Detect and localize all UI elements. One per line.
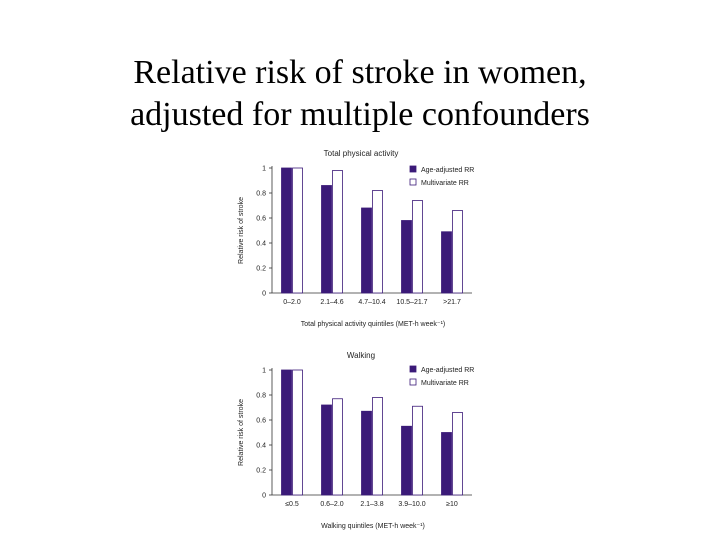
chart-1-ytick-label: 0.8 (256, 392, 266, 400)
chart-0-ytick-label: 0.6 (256, 215, 266, 223)
chart-1-category-label: ≥10 (446, 501, 458, 508)
chart-0-bar-multivariate (413, 201, 423, 294)
chart-1-bar-age-adjusted (282, 370, 292, 495)
slide-title-line-2: adjusted for multiple confounders (130, 96, 590, 133)
chart-1-category-label: 0.6–2.0 (320, 501, 344, 508)
chart-1-legend-label: Age-adjusted RR (421, 367, 475, 374)
chart-0-ytick-label: 0.8 (256, 190, 266, 198)
chart-0-category-label: 10.5–21.7 (396, 299, 428, 306)
chart-1-bar-multivariate (453, 413, 463, 496)
chart-1-ytick-label: 0.2 (256, 467, 266, 475)
chart-0-bar-age-adjusted (362, 208, 372, 293)
chart-0-legend-label: Age-adjusted RR (421, 167, 475, 174)
chart-0-category-label: 4.7–10.4 (358, 299, 386, 306)
chart-1-category-label: 3.9–10.0 (398, 501, 426, 508)
chart-1-title: Walking (346, 351, 376, 360)
chart-1-category-label: ≤0.5 (285, 501, 299, 508)
chart-0-category-label: 0–2.0 (283, 299, 301, 306)
chart-1-ytick-label: 1 (262, 367, 266, 375)
chart-0-ytick-label: 1 (262, 165, 266, 173)
chart-1-bar-age-adjusted (322, 405, 332, 495)
chart-0-bar-multivariate (453, 211, 463, 294)
chart-0-bar-multivariate (333, 171, 343, 294)
chart-1-bar-multivariate (293, 370, 303, 495)
chart-1-xlabel: Walking quintiles (MET-h week⁻¹) (321, 523, 425, 530)
chart-1-ytick-label: 0.6 (256, 417, 266, 425)
chart-0-bar-age-adjusted (402, 221, 412, 294)
total-activity-chart (0, 140, 720, 340)
chart-1-ytick-label: 0 (262, 492, 266, 500)
chart-0-ytick-label: 0 (262, 290, 266, 298)
chart-0-bar-multivariate (373, 191, 383, 294)
chart-1-bar-multivariate (333, 399, 343, 495)
chart-1-bar-multivariate (413, 406, 423, 495)
chart-1-ylabel: Relative risk of stroke (238, 399, 245, 466)
chart-0-bar-age-adjusted (322, 186, 332, 294)
chart-0-ytick-label: 0.2 (256, 265, 266, 273)
chart-1-bar-age-adjusted (362, 411, 372, 495)
chart-0-bar-age-adjusted (282, 168, 292, 293)
chart-0-legend-label: Multivariate RR (421, 180, 469, 187)
chart-0-category-label: 2.1–4.6 (320, 299, 344, 306)
chart-0-ytick-label: 0.4 (256, 240, 266, 248)
chart-0-bar-age-adjusted (442, 232, 452, 293)
chart-0-legend-swatch (410, 179, 416, 185)
slide-title (0, 52, 720, 136)
walking-chart (0, 342, 720, 540)
chart-1-legend-label: Multivariate RR (421, 380, 469, 387)
chart-0-category-label: >21.7 (443, 299, 461, 306)
chart-1-bar-age-adjusted (402, 426, 412, 495)
chart-1-legend-swatch (410, 366, 416, 372)
chart-1-category-label: 2.1–3.8 (360, 501, 384, 508)
chart-1-ytick-label: 0.4 (256, 442, 266, 450)
slide-title-line-1: Relative risk of stroke in women, (133, 54, 587, 91)
chart-0-title: Total physical activity (323, 149, 399, 158)
chart-1-legend-swatch (410, 379, 416, 385)
chart-1-bar-age-adjusted (442, 433, 452, 496)
chart-0-legend-swatch (410, 166, 416, 172)
chart-0-xlabel: Total physical activity quintiles (MET-h week⁻¹) (300, 321, 446, 328)
chart-1-bar-multivariate (373, 398, 383, 496)
chart-0-bar-multivariate (293, 168, 303, 293)
chart-0-ylabel: Relative risk of stroke (238, 197, 245, 264)
